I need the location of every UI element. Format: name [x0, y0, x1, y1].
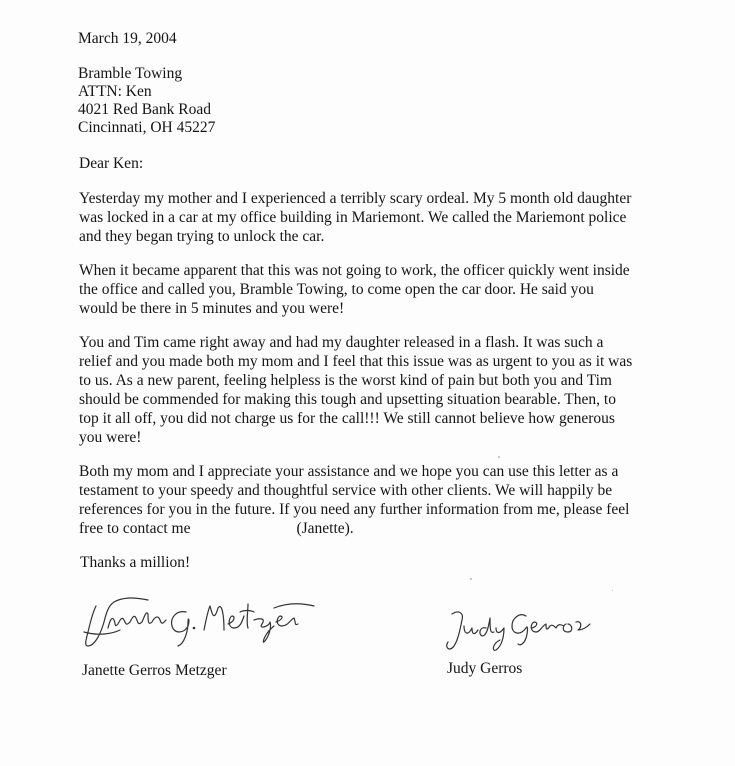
recipient-city: Cincinnati, OH 45227 — [78, 119, 216, 136]
printed-name-judy: Judy Gerros — [447, 660, 523, 677]
paragraph-3-line: you were! — [79, 429, 142, 446]
recipient-street: 4021 Red Bank Road — [78, 101, 212, 118]
scan-speck — [498, 456, 500, 458]
printed-name-janette: Janette Gerros Metzger — [82, 662, 227, 679]
paragraph-2-line: would be there in 5 minutes and you were! — [79, 300, 345, 317]
signature-dot — [193, 627, 196, 630]
salutation: Dear Ken: — [79, 155, 144, 172]
signature-janette — [78, 592, 328, 652]
paragraph-2-line: the office and called you, Bramble Towing, to come open the car door. He said you — [79, 281, 594, 298]
paragraph-4-line: references for you in the future. If you need any further information from me, please feel — [79, 501, 630, 518]
contact-line-start: free to contact me — [79, 520, 191, 537]
paragraph-1-line: was locked in a car at my office building in Mariemont. We called the Mariemont police — [79, 209, 627, 226]
paragraph-1-line: Yesterday my mother and I experienced a terribly scary ordeal. My 5 month old daughter — [79, 190, 632, 207]
scan-speck — [612, 590, 613, 591]
paragraph-3-line: to us. As a new parent, feeling helpless is the worst kind of pain but both you and Tim — [79, 372, 612, 389]
contact-line — [79, 520, 354, 538]
paragraph-3-line: You and Tim came right away and had my daughter released in a flash. It was such a — [79, 334, 604, 351]
paragraph-4-line: testament to your speedy and thoughtful service with other clients. We will happily be — [79, 482, 613, 499]
paragraph-4-line: Both my mom and I appreciate your assistance and we hope you can use this letter as a — [79, 463, 619, 480]
letter-date: March 19, 2004 — [78, 30, 177, 47]
contact-line-end: (Janette). — [296, 520, 354, 537]
paragraph-3-line: relief and you made both my mom and I feel that this issue was as urgent to you as it was — [79, 353, 633, 370]
recipient-attn: ATTN: Ken — [78, 83, 152, 100]
recipient-name: Bramble Towing — [78, 65, 183, 82]
signature-judy — [440, 604, 605, 654]
paragraph-2-line: When it became apparent that this was not going to work, the officer quickly went inside — [79, 262, 630, 279]
paragraph-3-line: should be commended for making this tough and upsetting situation bearable. Then, to — [79, 391, 616, 408]
closing: Thanks a million! — [80, 554, 191, 571]
paragraph-1-line: and they began trying to unlock the car. — [79, 228, 325, 245]
scan-speck — [470, 578, 472, 580]
paragraph-3-line: top it all off, you did not charge us for the call!!! We still cannot believe how generous — [79, 410, 615, 427]
